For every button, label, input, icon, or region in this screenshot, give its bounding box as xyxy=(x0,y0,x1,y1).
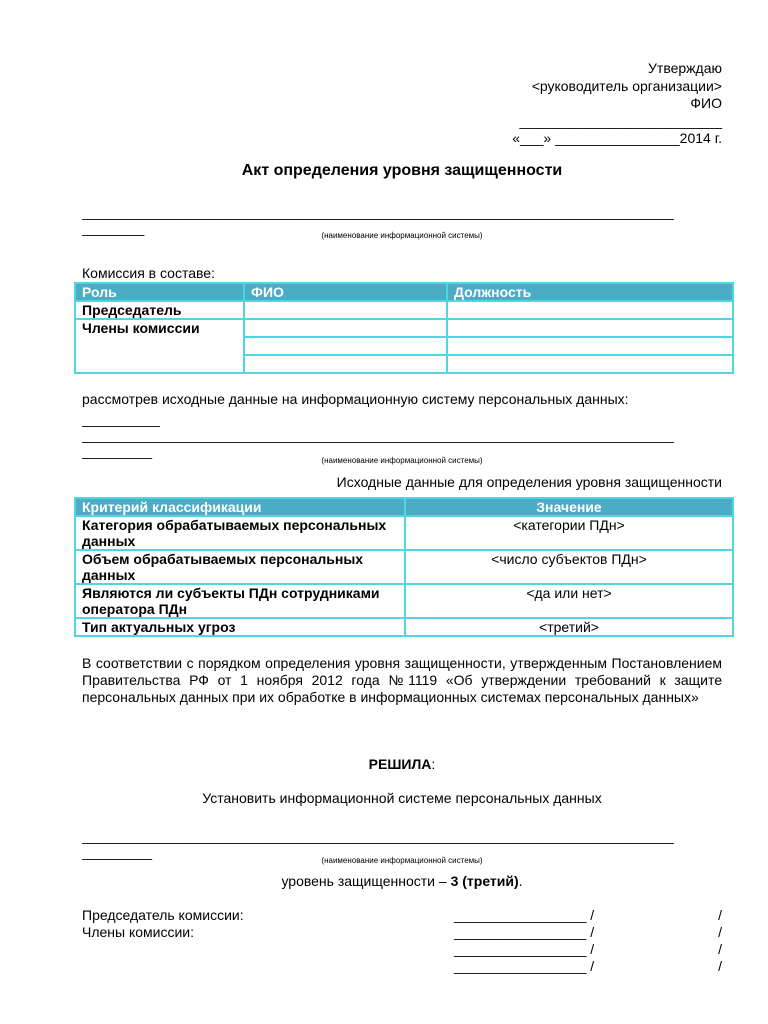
approve-label: Утверждаю xyxy=(648,60,722,76)
member-fio-cell xyxy=(244,355,447,373)
system-name-line-2: ________ xyxy=(82,220,145,236)
signature-row xyxy=(82,924,722,940)
value-cell: <число субъектов ПДн> xyxy=(405,550,733,584)
table-row xyxy=(75,584,733,618)
member-fio-cell xyxy=(244,319,447,337)
decision-system-line: ____________________________________________________________________________ xyxy=(82,828,674,844)
review-text: рассмотрев исходные данные на информационную систему персональных данных: xyxy=(82,391,629,407)
table-row xyxy=(75,319,733,337)
criterion-cell: Объем обрабатываемых персональных данных xyxy=(75,550,405,584)
criterion-cell: Категория обрабатываемых персональных данных xyxy=(75,516,405,550)
table-row xyxy=(75,550,733,584)
members-signature-label: Члены комиссии: xyxy=(82,924,195,940)
signature-row xyxy=(82,941,722,957)
date-line: «___» ________________2014 г. xyxy=(512,130,722,146)
column-header-criterion: Критерий классификации xyxy=(75,498,405,516)
system-name-line: ____________________________________________________________________________ xyxy=(82,204,674,220)
chairman-fio-cell xyxy=(244,301,447,319)
decision-label: РЕШИЛА xyxy=(368,756,432,772)
chairman-signature-label: Председатель комиссии: xyxy=(82,907,244,923)
review-system-line: ____________________________________________________________________________ xyxy=(82,427,674,443)
value-cell: <категории ПДн> xyxy=(405,516,733,550)
signature-slash: / xyxy=(718,907,722,923)
member-position-cell xyxy=(447,355,733,373)
column-header-role: Роль xyxy=(75,283,244,301)
signature-slash: / xyxy=(718,958,722,974)
table-row xyxy=(75,618,733,636)
source-table-header xyxy=(75,498,733,516)
signature-line: __________________________ xyxy=(519,112,722,129)
signature-line-field: _________________ / xyxy=(454,907,595,923)
security-level-value: 3 (третий) xyxy=(450,873,519,889)
source-data-heading: Исходные данные для определения уровня защищенности xyxy=(336,474,722,490)
column-header-value: Значение xyxy=(405,498,733,516)
commission-intro: Комиссия в составе: xyxy=(82,265,215,281)
head-placeholder: <руководитель организации> xyxy=(531,77,722,94)
table-row xyxy=(75,516,733,550)
source-data-table xyxy=(74,497,734,637)
decision-heading xyxy=(0,756,768,772)
security-level-suffix: . xyxy=(518,873,523,889)
decision-colon: : xyxy=(431,756,436,772)
decision-system-caption: (наименование информационной системы) xyxy=(321,856,483,865)
member-position-cell xyxy=(447,337,733,355)
value-cell: <третий> xyxy=(405,618,733,636)
signature-line-field: _________________ / xyxy=(454,924,595,940)
column-header-fio: ФИО xyxy=(244,283,447,301)
review-system-block xyxy=(82,427,722,459)
review-system-caption: (наименование информационной системы) xyxy=(321,456,483,465)
table-row xyxy=(75,301,733,319)
signature-line-field: _________________ / xyxy=(454,941,595,957)
column-header-position: Должность xyxy=(447,283,733,301)
review-system-line-2: _________ xyxy=(82,443,153,459)
commission-table-header xyxy=(75,283,733,301)
review-line-short: __________ xyxy=(82,411,160,427)
approval-block xyxy=(512,60,722,148)
role-members: Члены комиссии xyxy=(75,319,244,373)
fio-label: ФИО xyxy=(690,95,722,111)
signature-slash: / xyxy=(718,924,722,940)
chairman-position-cell xyxy=(447,301,733,319)
signature-slash: / xyxy=(718,941,722,957)
basis-paragraph: В соответствии с порядком определения уровня защищенности, утвержденным Постановлением Правительства РФ от 1 ноября 2012 года №1119 «Об утверждении требований к защите персональных данных при их обработке в информационных системах персональных данных» xyxy=(82,655,722,705)
criterion-cell: Являются ли субъекты ПДн сотрудниками оператора ПДн xyxy=(75,584,405,618)
commission-table xyxy=(74,282,734,374)
decision-system-line-2: _________ xyxy=(82,844,153,860)
decision-text: Установить информационной системе персональных данных xyxy=(202,790,602,806)
criterion-cell: Тип актуальных угроз xyxy=(75,618,405,636)
value-cell: <да или нет> xyxy=(405,584,733,618)
role-chairman: Председатель xyxy=(75,301,244,319)
document-title: Акт определения уровня защищенности xyxy=(241,162,563,179)
system-name-caption: (наименование информационной системы) xyxy=(321,231,483,240)
security-level-prefix: уровень защищенности – xyxy=(281,873,451,889)
member-fio-cell xyxy=(244,337,447,355)
signature-row xyxy=(82,958,722,974)
security-level-line xyxy=(0,873,768,889)
signature-row xyxy=(82,907,722,923)
signature-line-field: _________________ / xyxy=(454,958,595,974)
member-position-cell xyxy=(447,319,733,337)
